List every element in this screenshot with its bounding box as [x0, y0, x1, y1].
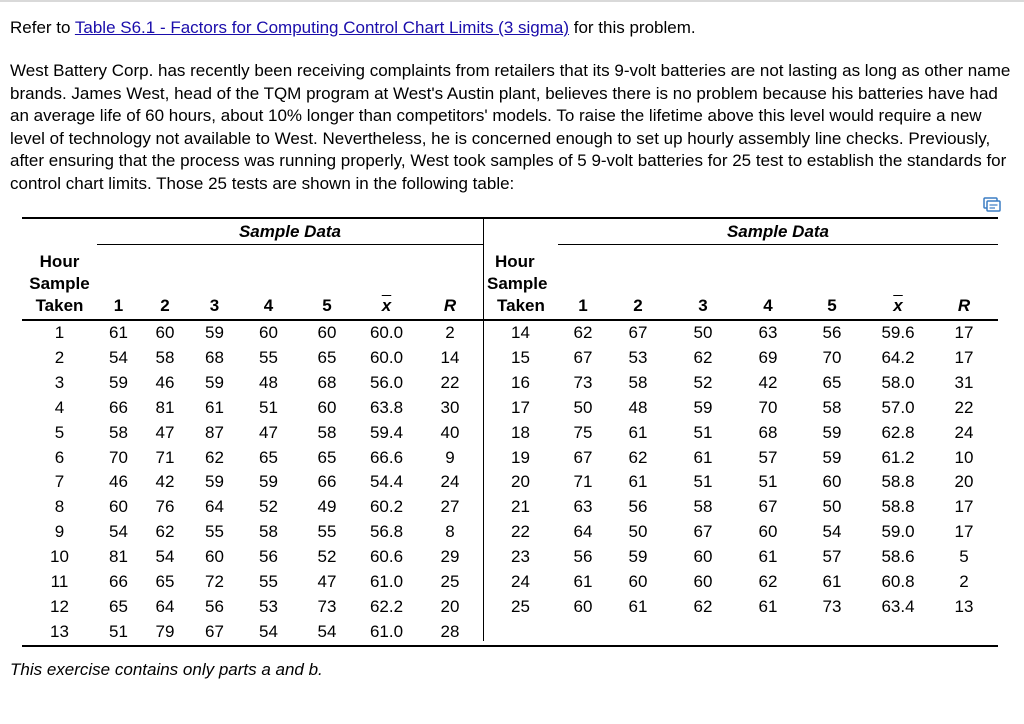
table-row — [483, 495, 998, 520]
exercise-note: This exercise contains only parts a and b. — [10, 660, 323, 679]
table-cell: 56.8 — [369, 522, 404, 542]
table-cell: 59.6 — [881, 323, 915, 342]
hour-cell — [483, 620, 558, 646]
table-cell: 60.0 — [369, 323, 404, 342]
table-row — [22, 470, 483, 495]
table-cell: 57.0 — [881, 397, 915, 417]
table-cell: 58 — [317, 422, 337, 442]
table-cell: 42 — [758, 372, 778, 392]
table-cell: 67 — [573, 447, 593, 467]
table-cell: 67 — [758, 497, 778, 517]
hour-cell: 2 — [54, 347, 65, 367]
table-cell: 30 — [440, 397, 460, 417]
table-row — [483, 421, 998, 446]
table-cell: 52 — [317, 547, 337, 567]
table-cell: 58 — [109, 422, 128, 442]
table-cell: 60 — [317, 397, 337, 417]
table-cell: 51 — [693, 422, 713, 442]
table-cell: 60.6 — [369, 547, 404, 567]
table-row — [22, 545, 483, 570]
table-cell: 63.8 — [369, 397, 404, 417]
col-header-2: 2 — [140, 245, 190, 321]
sample-table-right — [483, 217, 998, 641]
table-cell: 66 — [109, 572, 128, 592]
table-cell: 67 — [693, 522, 713, 542]
table-cell: 54 — [109, 522, 128, 542]
table-cell: 47 — [259, 422, 278, 442]
table-cell: 52 — [259, 497, 278, 517]
table-cell: 75 — [573, 422, 593, 442]
hour-cell: 5 — [54, 422, 65, 442]
col-header-range: R — [930, 245, 998, 321]
hour-cell: 24 — [511, 572, 530, 592]
hour-sample-taken-header: Hour Sample Taken — [22, 245, 97, 321]
table-row — [483, 346, 998, 371]
col-header-5: 5 — [798, 245, 866, 321]
col-header-3: 3 — [668, 245, 738, 321]
table-cell: 56.0 — [369, 372, 404, 392]
table-cell: 59 — [693, 397, 713, 417]
table-row — [22, 421, 483, 446]
hour-cell: 3 — [54, 372, 65, 392]
table-cell: 57 — [758, 447, 778, 467]
table-cell: 13 — [954, 596, 974, 616]
table-cell: 62 — [573, 323, 593, 342]
table-cell: 28 — [417, 620, 483, 646]
table-cell: 65 — [109, 596, 128, 616]
table-cell — [608, 620, 668, 646]
table-cell: 66 — [317, 472, 337, 492]
table-cell: 51 — [97, 620, 140, 646]
table-cell: 48 — [628, 397, 648, 417]
table-cell: 27 — [440, 497, 460, 517]
table-cell: 56 — [822, 323, 842, 342]
table-cell: 64.2 — [881, 347, 915, 367]
table-cell: 61 — [822, 572, 842, 592]
table-cell: 8 — [445, 522, 455, 542]
table-cell: 58 — [822, 397, 842, 417]
table-cell: 60 — [155, 323, 175, 342]
hour-cell: 25 — [511, 596, 530, 616]
table-cell: 76 — [155, 497, 175, 517]
table-cell: 46 — [109, 472, 128, 492]
table-cell: 60 — [205, 547, 224, 567]
table-cell: 68 — [758, 422, 778, 442]
table-cell: 50 — [693, 323, 713, 342]
table-cell: 72 — [205, 572, 224, 592]
hour-cell: 1 — [54, 323, 65, 342]
problem-statement: West Battery Corp. has recently been receiving complaints from retailers that its 9-volt batteries are not lasting as long as other name brands. James West, head of the TQM program at West's Austin plant, believes there is no problem because his batteries have had an average life of 60 hours, about 10% longer than competitors' models. To raise the lifetime above this level would require a new level of technology not available to West. Nevertheless, he is concerned enough to set up hourly assembly line checks. Previously, after ensuring that the process was running properly, West took samples of 5 9-volt batteries for 25 test to establish the standards for control chart limits. Those 25 tests are shown in the following table: — [10, 61, 1011, 193]
table-cell: 55 — [259, 347, 278, 367]
table-cell: 59 — [205, 472, 224, 492]
table-cell: 63 — [573, 497, 593, 517]
table-cell: 64 — [573, 522, 593, 542]
col-header-4: 4 — [738, 245, 798, 321]
table-cell: 22 — [954, 397, 974, 417]
table-cell: 60 — [693, 572, 713, 592]
table-row — [22, 320, 483, 346]
table-cell: 2 — [959, 572, 969, 592]
table-cell: 17 — [954, 347, 974, 367]
table-cell: 42 — [155, 472, 175, 492]
hour-cell: 17 — [511, 397, 530, 417]
table-cell: 59 — [628, 547, 648, 567]
col-header-3: 3 — [190, 245, 239, 321]
hour-cell: 6 — [54, 447, 65, 467]
table-cell: 71 — [573, 472, 593, 492]
table-cell: 62.2 — [369, 596, 404, 616]
hour-cell: 10 — [50, 547, 69, 567]
table-row — [483, 570, 998, 595]
table-cell: 51 — [693, 472, 713, 492]
table-cell: 46 — [155, 372, 175, 392]
table-cell: 62 — [693, 347, 713, 367]
table-cell: 58.8 — [881, 497, 915, 517]
table-cell: 62.8 — [881, 422, 915, 442]
table-cell: 68 — [205, 347, 224, 367]
table-cell: 52 — [693, 372, 713, 392]
table-cell: 61.2 — [881, 447, 915, 467]
hour-cell: 12 — [50, 596, 69, 616]
hour-cell: 21 — [511, 497, 530, 517]
hour-cell: 15 — [511, 347, 530, 367]
table-cell: 56 — [573, 547, 593, 567]
table-cell: 61 — [109, 323, 128, 342]
table-cell: 71 — [155, 447, 175, 467]
table-cell: 58.0 — [881, 372, 915, 392]
table-cell: 81 — [109, 547, 128, 567]
table-cell: 20 — [440, 596, 460, 616]
table-cell: 68 — [317, 372, 337, 392]
table-cell: 58 — [628, 372, 648, 392]
table-cell: 67 — [573, 347, 593, 367]
table-cell: 73 — [573, 372, 593, 392]
table-cell: 64 — [155, 596, 175, 616]
table-cell: 59 — [205, 372, 224, 392]
table-row — [22, 371, 483, 396]
table-cell: 65 — [317, 447, 337, 467]
table-cell: 61 — [758, 547, 778, 567]
table-cell: 17 — [954, 497, 974, 517]
col-header-range: R — [417, 245, 483, 321]
table-cell: 9 — [445, 447, 455, 467]
table-cell: 60 — [628, 572, 648, 592]
table-row — [483, 520, 998, 545]
table-cell: 62 — [155, 522, 175, 542]
table-cell: 58 — [155, 347, 175, 367]
col-header-5: 5 — [298, 245, 356, 321]
table-cell: 61.0 — [356, 620, 417, 646]
table-cell: 70 — [822, 347, 842, 367]
table-cell: 51 — [259, 397, 278, 417]
table-cell: 60.0 — [369, 347, 404, 367]
table-cell: 56 — [628, 497, 648, 517]
table-cell: 53 — [628, 347, 648, 367]
table-cell: 55 — [205, 522, 224, 542]
reference-line: Refer to Table S6.1 - Factors for Computing Control Chart Limits (3 sigma) for this problem. — [10, 18, 696, 37]
table-row — [483, 545, 998, 570]
table-cell: 67 — [190, 620, 239, 646]
table-cell: 61 — [205, 397, 224, 417]
table-cell: 60 — [573, 596, 593, 616]
table-cell: 73 — [317, 596, 337, 616]
table-row — [483, 396, 998, 421]
table-cell: 63.4 — [881, 596, 915, 616]
table-cell: 66 — [109, 397, 128, 417]
table-cell: 56 — [205, 596, 224, 616]
table-cell: 50 — [822, 497, 842, 517]
table-cell: 47 — [155, 422, 175, 442]
table-cell: 62 — [758, 572, 778, 592]
table-cell — [558, 620, 608, 646]
col-header-xbar: $\overline{x}$ — [866, 245, 930, 321]
table-cell — [866, 620, 930, 646]
table-cell: 65 — [155, 572, 175, 592]
table-cell: 24 — [440, 472, 460, 492]
hour-cell: 8 — [54, 497, 65, 517]
table-cell — [668, 620, 738, 646]
table-cell: 73 — [822, 596, 842, 616]
table-cell: 61 — [693, 447, 713, 467]
table-cell: 59 — [822, 422, 842, 442]
table-cell: 40 — [440, 422, 460, 442]
table-cell: 64 — [205, 497, 224, 517]
table-cell: 61 — [628, 422, 648, 442]
table-cell: 66.6 — [369, 447, 404, 467]
table-cell: 60 — [693, 547, 713, 567]
table-cell — [798, 620, 866, 646]
col-header-1: 1 — [558, 245, 608, 321]
table-cell: 65 — [317, 347, 337, 367]
table-cell: 25 — [440, 572, 460, 592]
table-cell: 61 — [573, 572, 593, 592]
table-cell: 54.4 — [369, 472, 404, 492]
table-cell: 5 — [959, 547, 969, 567]
table-cell: 60 — [822, 472, 842, 492]
table-cell: 65 — [259, 447, 278, 467]
factors-table-link[interactable]: Table S6.1 - Factors for Computing Control Chart Limits (3 sigma) — [74, 18, 570, 37]
table-row — [483, 371, 998, 396]
table-cell: 51 — [758, 472, 778, 492]
hour-cell: 9 — [54, 522, 65, 542]
table-cell: 58 — [259, 522, 278, 542]
hour-cell: 16 — [511, 372, 530, 392]
table-cell: 70 — [109, 447, 128, 467]
table-row — [483, 446, 998, 471]
hour-cell: 19 — [511, 447, 530, 467]
table-cell: 59 — [109, 372, 128, 392]
hour-cell: 4 — [54, 397, 65, 417]
table-row — [483, 620, 998, 646]
table-cell: 58 — [693, 497, 713, 517]
col-header-2: 2 — [608, 245, 668, 321]
table-row — [22, 495, 483, 520]
hour-cell: 14 — [511, 323, 530, 342]
hour-cell: 13 — [22, 620, 97, 646]
table-cell: 62 — [205, 447, 224, 467]
table-cell: 61.0 — [369, 572, 404, 592]
table-cell: 61 — [628, 472, 648, 492]
table-row — [22, 595, 483, 620]
table-cell: 54 — [822, 522, 842, 542]
table-cell: 60.2 — [369, 497, 404, 517]
sample-data-header: Sample Data — [558, 218, 998, 245]
table-cell: 59 — [259, 472, 278, 492]
copy-data-icon[interactable] — [983, 197, 1001, 213]
top-divider — [0, 0, 1024, 2]
hour-cell: 20 — [511, 472, 530, 492]
table-cell: 56 — [259, 547, 278, 567]
table-cell — [738, 620, 798, 646]
table-cell: 69 — [758, 347, 778, 367]
table-cell: 14 — [440, 347, 460, 367]
table-cell: 58.8 — [881, 472, 915, 492]
table-cell: 67 — [628, 323, 648, 342]
hour-cell: 11 — [50, 572, 69, 592]
table-cell: 29 — [440, 547, 460, 567]
hour-cell: 18 — [511, 422, 530, 442]
table-cell: 49 — [317, 497, 337, 517]
table-cell: 62 — [693, 596, 713, 616]
table-row — [483, 595, 998, 620]
hour-sample-taken-header: Hour Sample Taken — [483, 245, 558, 321]
table-cell: 65 — [822, 372, 842, 392]
col-header-1: 1 — [97, 245, 140, 321]
table-row — [483, 470, 998, 495]
table-row — [483, 320, 998, 346]
table-cell: 70 — [758, 397, 778, 417]
table-row — [22, 346, 483, 371]
table-cell: 20 — [954, 472, 974, 492]
table-cell: 17 — [954, 323, 974, 342]
table-cell: 54 — [239, 620, 298, 646]
table-cell: 24 — [954, 422, 974, 442]
table-row — [22, 520, 483, 545]
table-cell: 57 — [822, 547, 842, 567]
hour-cell: 22 — [511, 522, 530, 542]
table-cell: 54 — [298, 620, 356, 646]
table-cell: 54 — [109, 347, 128, 367]
table-cell: 50 — [628, 522, 648, 542]
table-cell: 63 — [758, 323, 778, 342]
table-cell: 10 — [954, 447, 974, 467]
table-cell: 54 — [155, 547, 175, 567]
table-cell: 2 — [445, 323, 455, 342]
table-cell: 81 — [155, 397, 175, 417]
table-cell: 61 — [628, 596, 648, 616]
table-cell: 60 — [259, 323, 278, 342]
table-row — [22, 620, 483, 646]
sample-data-header: Sample Data — [97, 218, 483, 245]
table-cell — [930, 620, 998, 646]
sample-table-left — [22, 217, 483, 641]
table-cell: 47 — [317, 572, 337, 592]
table-cell: 61 — [758, 596, 778, 616]
table-cell: 59.4 — [369, 422, 404, 442]
table-cell: 55 — [317, 522, 337, 542]
table-cell: 50 — [573, 397, 593, 417]
table-cell: 58.6 — [881, 547, 915, 567]
table-row — [22, 446, 483, 471]
table-cell: 53 — [259, 596, 278, 616]
table-cell: 60 — [109, 497, 128, 517]
table-cell: 22 — [440, 372, 460, 392]
table-cell: 17 — [954, 522, 974, 542]
hour-cell: 23 — [511, 547, 530, 567]
table-cell: 60 — [758, 522, 778, 542]
col-header-4: 4 — [239, 245, 298, 321]
table-row — [22, 570, 483, 595]
hour-cell: 7 — [54, 472, 65, 492]
table-row — [22, 396, 483, 421]
col-header-xbar: $\overline{x}$ — [356, 245, 417, 321]
table-cell: 55 — [259, 572, 278, 592]
table-cell: 59.0 — [881, 522, 915, 542]
table-cell: 87 — [205, 422, 224, 442]
table-cell: 79 — [140, 620, 190, 646]
table-cell: 60.8 — [881, 572, 915, 592]
table-cell: 62 — [628, 447, 648, 467]
table-cell: 60 — [317, 323, 337, 342]
table-cell: 48 — [259, 372, 278, 392]
table-cell: 31 — [954, 372, 974, 392]
table-cell: 59 — [205, 323, 224, 342]
table-cell: 59 — [822, 447, 842, 467]
